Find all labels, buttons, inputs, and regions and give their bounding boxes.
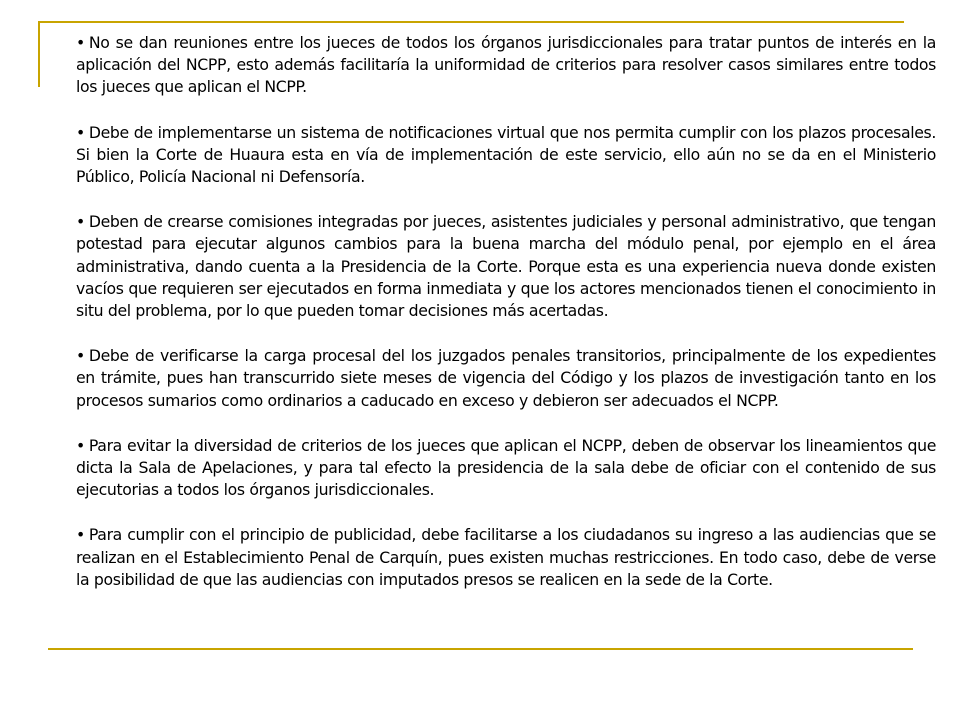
bullet-item-5	[76, 435, 936, 502]
bullet-item-2	[76, 122, 936, 189]
bullet-text-3: Deben de crearse comisiones integradas por jueces, asistentes judiciales y personal administrativo, que tengan potestad para ejecutar algunos cambios para la buena marcha del módulo penal, por ejemplo en el área administrativa, dando cuenta a la Presidencia de la Corte. Porque esta es una experiencia nueva donde existen vacíos que requieren ser ejecutados en forma inmediata y que los actores mencionados tienen el conocimiento in situ del problema, por lo que pueden tomar decisiones más acertadas.	[76, 212, 936, 321]
bullet-icon: •	[76, 33, 85, 52]
bullet-icon: •	[76, 212, 85, 232]
bullet-text-1: No se dan reuniones entre los jueces de todos los órganos jurisdiccionales para tratar puntos de interés en la aplicación del NCPP, esto además facilitaría la uniformidad de criterios para resolver casos similares entre todos los jueces que aplican el NCPP.	[76, 33, 936, 97]
bullet-item-1	[76, 32, 936, 99]
left-decorative-rule	[38, 21, 40, 87]
bullet-text-6: Para cumplir con el principio de publicidad, debe facilitarse a los ciudadanos su ingreso a las audiencias que se realizan en el Establecimiento Penal de Carquín, pues existen muchas restricciones. En todo caso, debe de verse la posibilidad de que las audiencias con imputados presos se realicen en la sede de la Corte.	[76, 525, 936, 589]
bullet-icon: •	[76, 346, 85, 366]
bullet-text-4: Debe de verificarse la carga procesal del los juzgados penales transitorios, principalmente de los expedientes en trámite, pues han transcurrido siete meses de vigencia del Código y los plazos de investigación tanto en los procesos sumarios como ordinarios a caducado en exceso y debieron ser adecuados el NCPP.	[76, 346, 936, 410]
bullet-item-3	[76, 211, 936, 322]
bullet-list	[76, 32, 936, 591]
bullet-icon: •	[76, 122, 85, 142]
bottom-decorative-rule	[48, 648, 913, 650]
bullet-icon: •	[76, 525, 85, 545]
bullet-item-4	[76, 345, 936, 412]
bullet-item-6	[76, 524, 936, 591]
bullet-text-2: Debe de implementarse un sistema de notificaciones virtual que nos permita cumplir con los plazos procesales. Si bien la Corte de Huaura esta en vía de implementación de este servicio, ello aún no se da en el Ministerio Público, Policía Nacional ni Defensoría.	[76, 122, 936, 187]
top-decorative-rule	[38, 21, 904, 23]
bullet-text-5: Para evitar la diversidad de criterios de los jueces que aplican el NCPP, deben de observar los lineamientos que dicta la Sala de Apelaciones, y para tal efecto la presidencia de la sala debe de oficiar con el contenido de sus ejecutorias a todos los órganos jurisdiccionales.	[76, 435, 936, 500]
bullet-icon: •	[76, 435, 85, 455]
